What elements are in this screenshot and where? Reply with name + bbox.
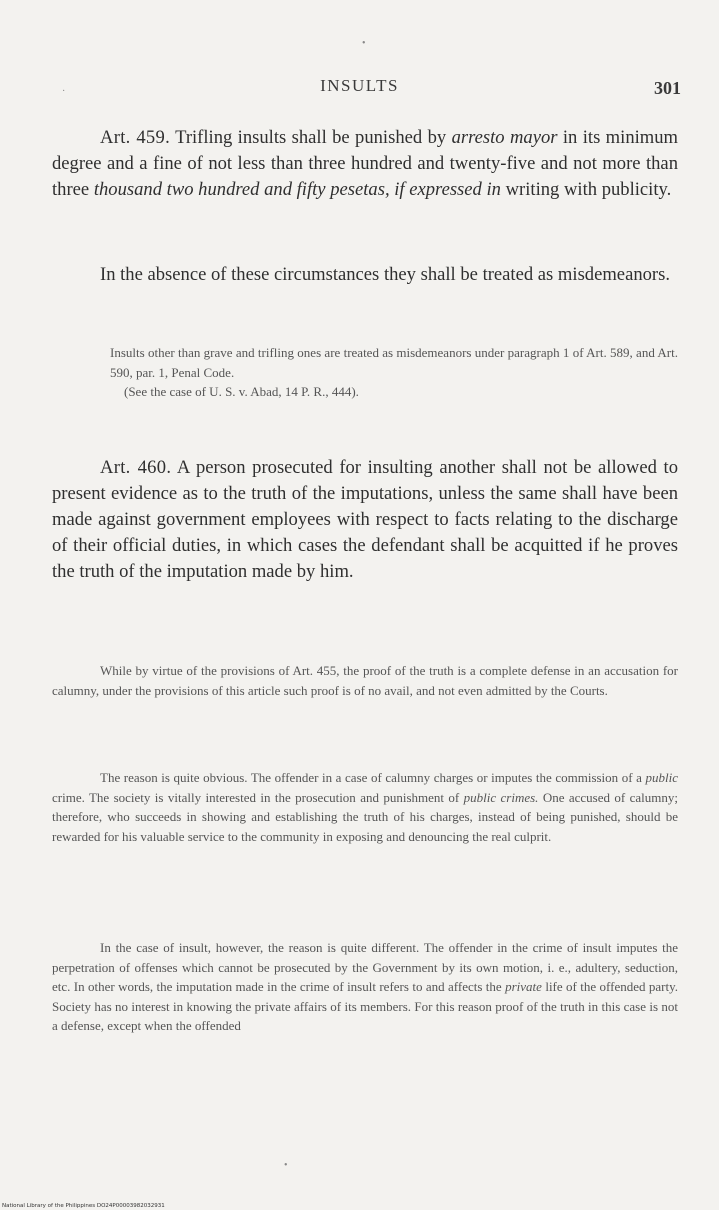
- commentary-paragraph-1: While by virtue of the provisions of Art. 455, the proof of the truth is a complete defense in an accusation for calumny, under the provisions of this article such proof is of no avail, and not even admitted by the Courts.: [52, 663, 678, 698]
- running-header-title: INSULTS: [320, 76, 399, 95]
- commentary-paragraph-3: [52, 938, 678, 1036]
- article-459-note-text: Insults other than grave and trifling ones are treated as misdemeanors under paragraph 1 of Art. 589, and Art. 590, par. 1, Penal Code.: [110, 345, 678, 380]
- article-459-paragraph: [52, 125, 678, 203]
- article-459-emphasis-1: arresto mayor: [451, 127, 558, 148]
- commentary-p3-emphasis: private: [505, 979, 542, 994]
- commentary-p3-text-b: life of the offended party. Society has no interest in knowing the private affairs of its members. For this reason proof of the truth in this case is not a defense, except when the offended: [52, 979, 679, 1033]
- commentary-p2-emphasis-1: public: [645, 770, 678, 785]
- scan-speck: ·: [62, 86, 66, 97]
- page-number: 301: [654, 78, 681, 98]
- library-credit: National Library of the Philippines DO24P00003982032931: [2, 1203, 165, 1209]
- article-460-label: Art. 460.: [100, 457, 172, 478]
- scan-speck: •: [362, 38, 366, 49]
- article-459-emphasis-2: thousand two hundred and fifty pesetas, if expressed in: [93, 179, 501, 200]
- article-459-label: Art. 459.: [100, 127, 171, 148]
- commentary-p2-text-a: The reason is quite obvious. The offender in a case of calumny charges or imputes the commission of a: [100, 770, 642, 785]
- commentary-p2-emphasis-2: public crimes.: [463, 789, 539, 805]
- article-459-note: [110, 343, 678, 402]
- article-459-paragraph-2: In the absence of these circumstances they shall be treated as misdemeanors.: [100, 264, 670, 285]
- commentary-p2-text-b: crime. The society is vitally interested in the prosecution and punishment of: [52, 789, 460, 805]
- article-459-note-citation: (See the case of U. S. v. Abad, 14 P. R., 444).: [124, 384, 359, 399]
- article-459-text-1: Trifling insults shall be punished by: [175, 127, 447, 148]
- scan-speck: •: [284, 1160, 288, 1171]
- article-460-paragraph: [52, 455, 678, 585]
- article-460-text: A person prosecuted for insulting another shall not be allowed to present evidence as to the truth of the imputations, unless the same shall have been made against government employees with respect to facts relating to the discharge of their official duties, in which cases the defendant shall be acquitted if he proves the truth of the imputation made by him.: [52, 457, 678, 582]
- commentary-p3-text-a: In the case of insult, however, the reason is quite different. The offender in the crime of insult imputes the perpetration of offenses which cannot be prosecuted by the Government by its own motion, i. e., adultery, seduction, etc. In other words, the imputation made in the crime of insult refers to and affects the: [52, 940, 678, 994]
- article-459-text-2: in its minimum degree and a fine of not less than three hundred and twenty-five and not more than three: [52, 127, 678, 200]
- article-459-text-3: writing with publicity.: [505, 179, 672, 200]
- commentary-paragraph-2: [52, 768, 678, 846]
- commentary-p2-text-c: One accused of calumny; therefore, who succeeds in showing and establishing the truth of his charges, instead of being punished, should be rewarded for his valuable service to the community in exposing and denouncing the real culprit.: [52, 789, 678, 844]
